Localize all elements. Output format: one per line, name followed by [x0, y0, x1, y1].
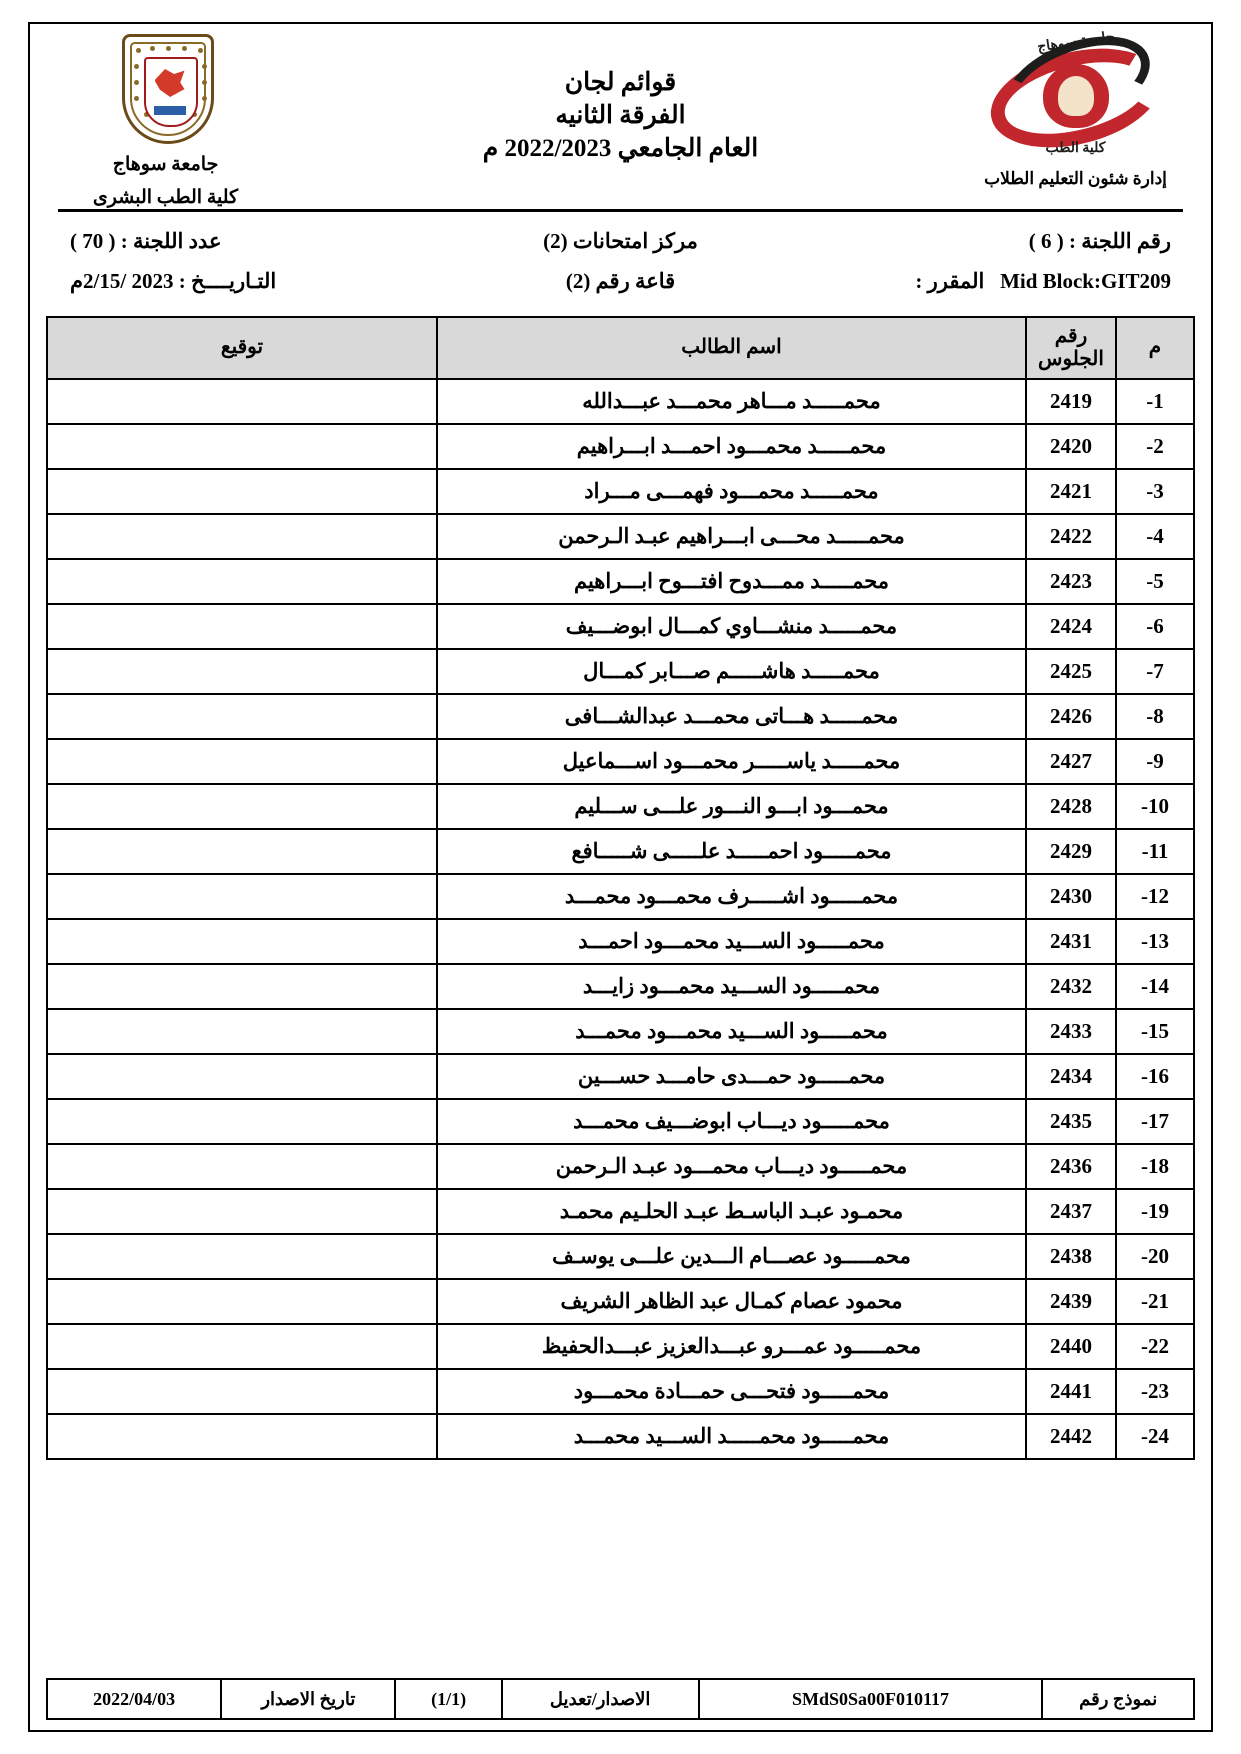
hall-number: قاعة رقم (2) — [565, 268, 676, 293]
table-row — [47, 1324, 1194, 1369]
cell-signature[interactable] — [47, 784, 437, 829]
committee-meta — [38, 222, 1203, 302]
form-number-label: نموذج رقم — [1042, 1679, 1194, 1719]
cell-index: 24- — [1116, 1414, 1194, 1459]
table-row — [47, 424, 1194, 469]
cell-seat-number: 2424 — [1026, 604, 1116, 649]
cell-signature[interactable] — [47, 559, 437, 604]
cell-seat-number: 2419 — [1026, 379, 1116, 424]
cell-student-name: محمـــود ابـــو النـــور علـــى ســـليم — [437, 784, 1026, 829]
cell-signature[interactable] — [47, 469, 437, 514]
course-code: Mid Block:GIT209 — [1000, 268, 1171, 293]
cell-index: 14- — [1116, 964, 1194, 1009]
cell-index: 11- — [1116, 829, 1194, 874]
committee-count: عدد اللجنة : ( 70 ) — [70, 229, 222, 253]
cell-seat-number: 2428 — [1026, 784, 1116, 829]
cell-student-name: محمود عصام كمـال عبد الظاهر الشريف — [437, 1279, 1026, 1324]
cell-seat-number: 2442 — [1026, 1414, 1116, 1459]
cell-index: 17- — [1116, 1099, 1194, 1144]
cell-signature[interactable] — [47, 1369, 437, 1414]
column-header-index: م — [1116, 317, 1194, 379]
logo-word-top: جامعة سوهاج — [1035, 29, 1116, 56]
cell-signature[interactable] — [47, 1009, 437, 1054]
cell-seat-number: 2436 — [1026, 1144, 1116, 1189]
table-row — [47, 1369, 1194, 1414]
table-row — [47, 1189, 1194, 1234]
table-row — [47, 514, 1194, 559]
cell-student-name: محمـود عبـد الباسـط عبـد الحلـيم محمـد — [437, 1189, 1026, 1234]
cell-index: 18- — [1116, 1144, 1194, 1189]
issue-date-label: تاريخ الاصدار — [221, 1679, 395, 1719]
cell-signature[interactable] — [47, 919, 437, 964]
cell-index: 20- — [1116, 1234, 1194, 1279]
cell-seat-number: 2434 — [1026, 1054, 1116, 1099]
cell-student-name: محمـــــد ممـــدوح افتـــوح ابـــراهيم — [437, 559, 1026, 604]
cell-student-name: محمـــــد منشـــاوي كمـــال ابوضـــيف — [437, 604, 1026, 649]
cell-signature[interactable] — [47, 1189, 437, 1234]
cell-signature[interactable] — [47, 964, 437, 1009]
university-crest-icon — [118, 34, 214, 146]
column-header-signature: توقيع — [47, 317, 437, 379]
cell-index: 3- — [1116, 469, 1194, 514]
table-row — [47, 829, 1194, 874]
table-row — [47, 694, 1194, 739]
cell-index: 21- — [1116, 1279, 1194, 1324]
cell-student-name: محمـــــود عمـــرو عبـــدالعزيز عبـــدالحفيظ — [437, 1324, 1026, 1369]
cell-student-name: محمـــــود اشـــــرف محمـــود محمـــد — [437, 874, 1026, 919]
cell-seat-number: 2427 — [1026, 739, 1116, 784]
revision-value: (1/1) — [395, 1679, 501, 1719]
table-row — [47, 1099, 1194, 1144]
cell-student-name: محمـــــد محـــى ابـــراهيم عبـد الـرحمن — [437, 514, 1026, 559]
cell-seat-number: 2437 — [1026, 1189, 1116, 1234]
column-header-name: اسم الطالب — [437, 317, 1026, 379]
cell-index: 12- — [1116, 874, 1194, 919]
cell-student-name: محمـــــود فتحـــى حمـــادة محمـــود — [437, 1369, 1026, 1414]
form-code-value: SMdS0Sa00F010117 — [699, 1679, 1043, 1719]
faculty-logo-icon — [981, 29, 1171, 159]
cell-index: 4- — [1116, 514, 1194, 559]
cell-signature[interactable] — [47, 1144, 437, 1189]
cell-seat-number: 2432 — [1026, 964, 1116, 1009]
cell-student-name: محمـــــد هـــاتى محمـــد عبدالشـــافى — [437, 694, 1026, 739]
cell-signature[interactable] — [47, 649, 437, 694]
course-row — [804, 262, 1181, 302]
issue-date-value: 2022/04/03 — [47, 1679, 221, 1719]
cell-student-name: محمـــــد محمـــود احمـــد ابـــراهيم — [437, 424, 1026, 469]
cell-student-name: محمـــــد ياســـــر محمـــود اســـماعيل — [437, 739, 1026, 784]
cell-seat-number: 2421 — [1026, 469, 1116, 514]
cell-index: 22- — [1116, 1324, 1194, 1369]
cell-student-name: محمـــــد هاشـــــم صـــابر كمـــال — [437, 649, 1026, 694]
cell-index: 9- — [1116, 739, 1194, 784]
table-row — [47, 649, 1194, 694]
cell-signature[interactable] — [47, 1324, 437, 1369]
cell-seat-number: 2438 — [1026, 1234, 1116, 1279]
cell-index: 5- — [1116, 559, 1194, 604]
cell-index: 10- — [1116, 784, 1194, 829]
table-row — [47, 784, 1194, 829]
table-row — [47, 559, 1194, 604]
education-admin-label: إدارة شئون التعليم الطلاب — [984, 169, 1167, 188]
table-header-row — [47, 317, 1194, 379]
faculty-identity — [948, 30, 1203, 189]
cell-index: 1- — [1116, 379, 1194, 424]
committee-number: رقم اللجنة : ( 6 ) — [1028, 229, 1171, 253]
cell-signature[interactable] — [47, 1054, 437, 1099]
table-row — [47, 1234, 1194, 1279]
cell-seat-number: 2429 — [1026, 829, 1116, 874]
table-row — [47, 604, 1194, 649]
cell-student-name: محمـــــد مـــاهر محمـــد عبـــدالله — [437, 379, 1026, 424]
exam-center: مركز امتحانات (2) — [543, 229, 698, 253]
logo-word-bottom: كلية الطب — [1045, 141, 1106, 156]
table-row — [47, 1054, 1194, 1099]
cell-seat-number: 2422 — [1026, 514, 1116, 559]
cell-student-name: محمـــــود محمـــــد الســـيد محمـــد — [437, 1414, 1026, 1459]
cell-student-name: محمـــــود الســـيد محمـــود زايـــد — [437, 964, 1026, 1009]
cell-seat-number: 2425 — [1026, 649, 1116, 694]
footer-row — [47, 1679, 1194, 1719]
revision-label: الاصدار/تعديل — [502, 1679, 699, 1719]
document-footer — [46, 1678, 1195, 1720]
table-row — [47, 874, 1194, 919]
cell-student-name: محمـــــود حمـــدى حامـــد حســـين — [437, 1054, 1026, 1099]
cell-seat-number: 2439 — [1026, 1279, 1116, 1324]
cell-signature[interactable] — [47, 1414, 437, 1459]
students-table — [46, 316, 1195, 1460]
table-row — [47, 469, 1194, 514]
cell-index: 16- — [1116, 1054, 1194, 1099]
title-line-3: العام الجامعي 2022/2023 م — [482, 135, 759, 162]
table-row — [47, 964, 1194, 1009]
cell-signature[interactable] — [47, 424, 437, 469]
title-line-1: قوائم لجان — [564, 69, 677, 96]
cell-signature[interactable] — [47, 604, 437, 649]
cell-signature[interactable] — [47, 514, 437, 559]
cell-student-name: محمـــــد محمـــود فهمـــى مـــراد — [437, 469, 1026, 514]
table-row — [47, 379, 1194, 424]
cell-seat-number: 2430 — [1026, 874, 1116, 919]
cell-seat-number: 2423 — [1026, 559, 1116, 604]
cell-signature[interactable] — [47, 739, 437, 784]
cell-seat-number: 2435 — [1026, 1099, 1116, 1144]
cell-student-name: محمـــــود الســـيد محمـــود محمـــد — [437, 1009, 1026, 1054]
cell-index: 8- — [1116, 694, 1194, 739]
cell-signature[interactable] — [47, 829, 437, 874]
cell-seat-number: 2433 — [1026, 1009, 1116, 1054]
university-identity — [38, 30, 293, 211]
cell-signature[interactable] — [47, 1279, 437, 1324]
cell-seat-number: 2426 — [1026, 694, 1116, 739]
table-row — [47, 1009, 1194, 1054]
column-header-seat: رقم الجلوس — [1026, 317, 1116, 379]
page-content — [38, 30, 1203, 1728]
title-line-2: الفرقة الثانيه — [555, 102, 686, 129]
cell-index: 15- — [1116, 1009, 1194, 1054]
cell-index: 19- — [1116, 1189, 1194, 1234]
cell-seat-number: 2431 — [1026, 919, 1116, 964]
cell-signature[interactable] — [47, 1234, 437, 1279]
cell-index: 23- — [1116, 1369, 1194, 1414]
table-row — [47, 1144, 1194, 1189]
cell-seat-number: 2440 — [1026, 1324, 1116, 1369]
cell-student-name: محمـــــود عصـــام الـــدين علـــى يوسـف — [437, 1234, 1026, 1279]
cell-signature[interactable] — [47, 379, 437, 424]
cell-signature[interactable] — [47, 694, 437, 739]
exam-date: التـاريــــخ : 2023 /2/15م — [70, 268, 277, 293]
cell-index: 6- — [1116, 604, 1194, 649]
cell-signature[interactable] — [47, 1099, 437, 1144]
cell-student-name: محمـــــود ديـــاب محمـــود عبـد الـرحمن — [437, 1144, 1026, 1189]
cell-seat-number: 2441 — [1026, 1369, 1116, 1414]
cell-index: 13- — [1116, 919, 1194, 964]
table-row — [47, 1414, 1194, 1459]
cell-index: 7- — [1116, 649, 1194, 694]
table-row — [47, 739, 1194, 784]
cell-seat-number: 2420 — [1026, 424, 1116, 469]
cell-student-name: محمـــــود الســـيد محمـــود احمـــد — [437, 919, 1026, 964]
document-title-block — [293, 30, 948, 165]
table-row — [47, 919, 1194, 964]
cell-student-name: محمـــــود ديـــاب ابوضـــيف محمـــد — [437, 1099, 1026, 1144]
faculty-name: كلية الطب البشرى — [92, 186, 239, 208]
cell-student-name: محمـــــود احمـــــد علـــــى شـــــافع — [437, 829, 1026, 874]
course-label: المقرر : — [915, 268, 985, 293]
table-row — [47, 1279, 1194, 1324]
document-header — [38, 29, 1203, 208]
university-name: جامعة سوهاج — [112, 154, 219, 175]
cell-signature[interactable] — [47, 874, 437, 919]
cell-index: 2- — [1116, 424, 1194, 469]
